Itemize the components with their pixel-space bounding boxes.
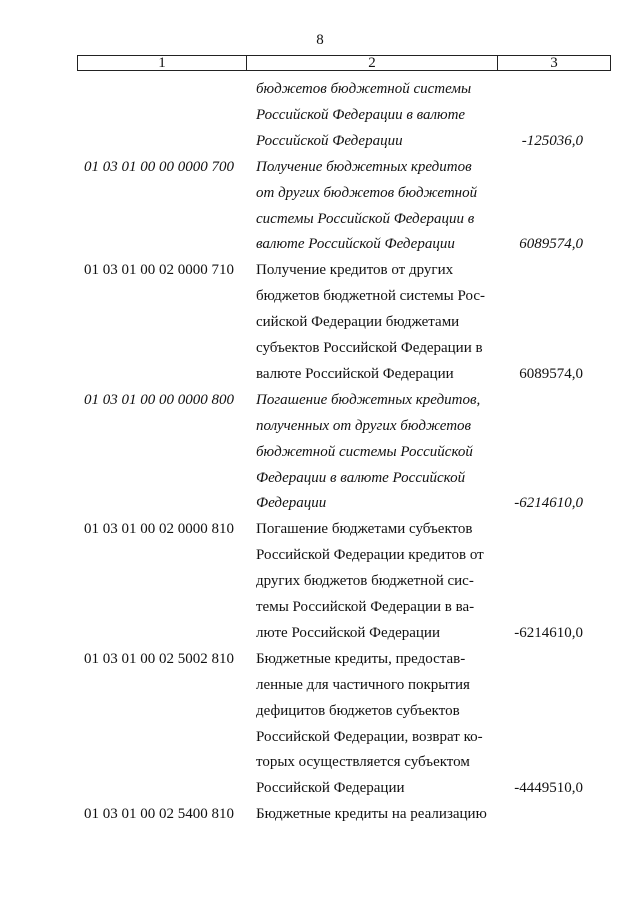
budget-amount: -4449510,0 bbox=[514, 780, 583, 797]
table-row bbox=[0, 802, 640, 828]
description-line: Бюджетные кредиты, предостав- bbox=[256, 650, 466, 667]
description-line: люте Российской Федерации bbox=[256, 624, 440, 641]
description-line: валюте Российской Федерации bbox=[256, 365, 454, 382]
header-col-2: 2 bbox=[247, 56, 498, 71]
budget-code: 01 03 01 00 02 5002 810 bbox=[84, 650, 234, 667]
table-row bbox=[0, 155, 640, 259]
budget-amount: 6089574,0 bbox=[519, 236, 583, 253]
description-line: дефицитов бюджетов субъектов bbox=[256, 702, 460, 719]
table-row bbox=[0, 388, 640, 518]
budget-description bbox=[256, 258, 496, 388]
budget-description bbox=[256, 517, 496, 647]
description-line: Российской Федерации в валюте bbox=[256, 106, 466, 123]
budget-description bbox=[256, 802, 496, 828]
description-line: Российской Федерации кредитов от bbox=[256, 547, 484, 564]
budget-code: 01 03 01 00 02 0000 710 bbox=[84, 262, 234, 279]
description-line: сийской Федерации бюджетами bbox=[256, 314, 460, 331]
budget-description bbox=[256, 77, 496, 155]
budget-code: 01 03 01 00 00 0000 700 bbox=[84, 158, 234, 175]
budget-amount: -6214610,0 bbox=[514, 624, 583, 641]
description-line: Российской Федерации bbox=[256, 132, 403, 149]
budget-amount: -125036,0 bbox=[521, 132, 583, 149]
description-line: Получение бюджетных кредитов bbox=[256, 158, 472, 175]
budget-amount: -6214610,0 bbox=[514, 495, 583, 512]
description-line: Федерации в валюте Российской bbox=[256, 469, 466, 486]
description-line: бюджетов бюджетной системы bbox=[256, 81, 472, 97]
description-line: Погашение бюджетами субъектов bbox=[256, 521, 473, 538]
budget-code: 01 03 01 00 02 5400 810 bbox=[84, 806, 234, 823]
budget-description bbox=[256, 388, 496, 518]
description-line: Погашение бюджетных кредитов, bbox=[256, 391, 481, 408]
description-line: темы Российской Федерации в ва- bbox=[256, 599, 475, 616]
header-col-1: 1 bbox=[78, 56, 247, 71]
description-line: бюджетной системы Российской bbox=[256, 443, 473, 460]
budget-code: 01 03 01 00 02 0000 810 bbox=[84, 521, 234, 538]
header-col-3: 3 bbox=[498, 56, 611, 71]
budget-description bbox=[256, 647, 496, 802]
description-line: Российской Федерации, возврат ко- bbox=[256, 728, 483, 745]
description-line: полученных от других бюджетов bbox=[256, 417, 472, 434]
description-line: бюджетов бюджетной системы Рос- bbox=[256, 288, 485, 305]
table-row bbox=[0, 647, 640, 802]
description-line: Российской Федерации bbox=[256, 780, 405, 797]
description-line: Бюджетные кредиты на реализацию bbox=[256, 806, 487, 823]
table-row bbox=[0, 77, 640, 155]
table-row bbox=[0, 258, 640, 388]
description-line: валюте Российской Федерации bbox=[256, 236, 455, 253]
table-row bbox=[0, 517, 640, 647]
description-line: других бюджетов бюджетной сис- bbox=[256, 573, 474, 590]
budget-amount: 6089574,0 bbox=[519, 365, 583, 382]
budget-description bbox=[256, 155, 496, 259]
description-line: Получение кредитов от других bbox=[256, 262, 454, 279]
budget-code: 01 03 01 00 00 0000 800 bbox=[84, 391, 234, 408]
page-number: 8 bbox=[316, 32, 324, 48]
description-line: Федерации bbox=[256, 495, 327, 512]
description-line: субъектов Российской Федерации в bbox=[256, 340, 483, 357]
description-line: ленные для частичного покрытия bbox=[256, 676, 470, 693]
description-line: системы Российской Федерации в bbox=[256, 210, 475, 227]
description-line: торых осуществляется субъектом bbox=[256, 754, 470, 771]
table-header bbox=[77, 55, 611, 71]
description-line: от других бюджетов бюджетной bbox=[256, 184, 478, 201]
